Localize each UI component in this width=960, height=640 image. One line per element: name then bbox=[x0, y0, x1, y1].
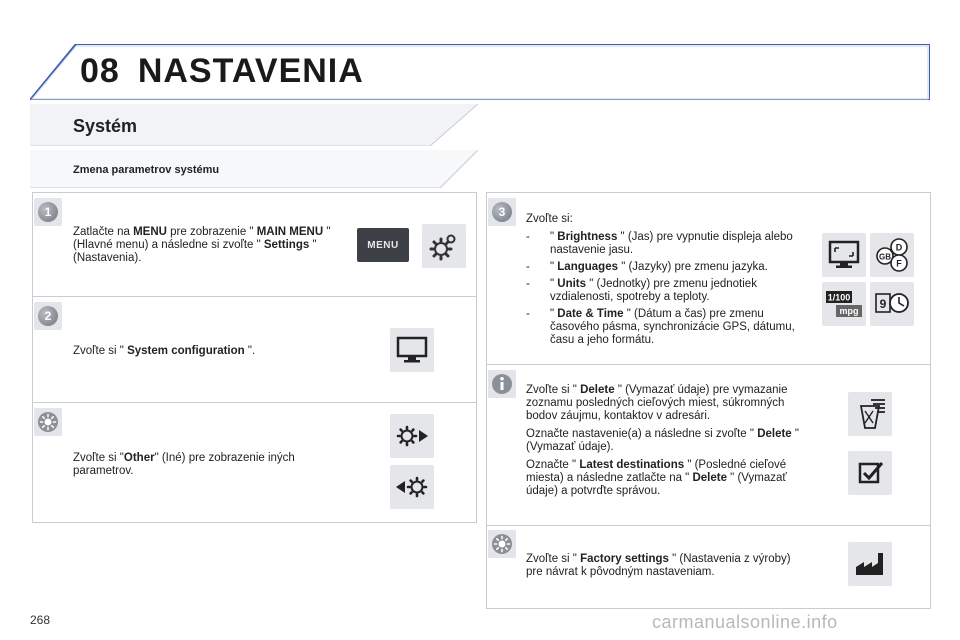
delete-para-2 bbox=[526, 428, 806, 454]
lang-d-label: D bbox=[895, 242, 903, 253]
option-brightness-desc: " (Jas) pre vypnutie displeja alebo nastavenie jasu. bbox=[550, 231, 793, 256]
option-units-keyword: Units bbox=[557, 278, 587, 290]
delete-instructions bbox=[526, 384, 806, 498]
settings-back-icon bbox=[390, 465, 434, 509]
tip-marker bbox=[34, 408, 62, 436]
svg-text:9: 9 bbox=[879, 297, 887, 311]
info-icon bbox=[491, 373, 513, 395]
left-divider-1 bbox=[32, 296, 476, 297]
chapter-name: NASTAVENIA bbox=[137, 52, 364, 90]
factory-text-a: Zvoľte si " bbox=[526, 553, 581, 565]
factory-settings-text bbox=[526, 553, 806, 579]
step-3-intro: Zvoľte si: bbox=[526, 213, 573, 225]
factory-settings-keyword: Factory settings bbox=[580, 553, 669, 565]
option-units-pre: " bbox=[550, 278, 558, 290]
delete-para-3 bbox=[526, 459, 806, 498]
right-divider-1 bbox=[486, 364, 930, 365]
option-brightness bbox=[526, 231, 800, 257]
units-label-1: 1/100 bbox=[827, 292, 851, 303]
delete-para-2-a: Označte nastavenie(a) a následne si zvoľte " bbox=[526, 428, 758, 440]
option-languages-keyword: Languages bbox=[557, 261, 618, 273]
main-menu-keyword: MAIN MENU bbox=[256, 226, 324, 238]
units-label-2: mpg bbox=[839, 306, 859, 316]
step-1-number: 1 bbox=[38, 202, 58, 222]
menu-button-icon: MENU bbox=[357, 228, 409, 262]
option-brightness-keyword: Brightness bbox=[557, 231, 618, 243]
page-number: 268 bbox=[30, 613, 51, 627]
date-time-icon bbox=[870, 282, 914, 326]
chapter-title bbox=[80, 52, 382, 91]
delete-para-3-c: " (Vymazať údaje) a potvrďte správou. bbox=[526, 472, 787, 497]
right-divider-2 bbox=[486, 525, 930, 526]
brightness-icon bbox=[822, 233, 866, 277]
lang-f-label: F bbox=[896, 258, 902, 269]
languages-icon bbox=[870, 233, 914, 277]
units-icon bbox=[822, 282, 866, 326]
delete-para-2-b: " (Vymazať údaje). bbox=[526, 428, 799, 453]
settings-gear-icon bbox=[422, 224, 466, 268]
option-units-desc: " (Jednotky) pre zmenu jednotiek vzdialenosti, spotreby a teploty. bbox=[550, 278, 757, 303]
option-units bbox=[526, 278, 800, 304]
other-text-a: Zvoľte si " bbox=[73, 452, 124, 464]
other-text bbox=[73, 452, 343, 478]
option-date-time-keyword: Date & Time bbox=[557, 308, 624, 320]
step-3-text bbox=[526, 213, 800, 351]
left-divider-2 bbox=[32, 402, 476, 403]
delete-para-3-b: " (Posledné cieľové miesta) a následne zatlačte na " bbox=[526, 459, 787, 484]
option-languages-desc: " (Jazyky) pre zmenu jazyka. bbox=[618, 261, 768, 273]
monitor-icon bbox=[390, 328, 434, 372]
settings-keyword: Settings bbox=[263, 239, 310, 251]
chapter-number: 08 bbox=[80, 52, 120, 90]
option-languages-pre: " bbox=[550, 261, 558, 273]
step-1-text-c: " (Hlavné menu) a následne si zvoľte " bbox=[73, 226, 331, 251]
step-1-marker bbox=[34, 198, 62, 226]
option-date-time bbox=[526, 308, 800, 347]
settings-option-list bbox=[526, 231, 800, 347]
delete-para-3-a: Označte " bbox=[526, 459, 580, 471]
lang-gb-label: GB bbox=[879, 252, 891, 262]
step-1-text-d: " (Nastavenia). bbox=[73, 239, 317, 264]
delete-para-1-a: Zvoľte si " bbox=[526, 384, 581, 396]
subsection-title: Zmena parametrov systému bbox=[73, 164, 220, 176]
other-text-b: " (Iné) pre zobrazenie iných parametrov. bbox=[73, 452, 295, 477]
section-title: Systém bbox=[73, 116, 138, 136]
info-marker bbox=[488, 370, 516, 398]
step-1-text bbox=[73, 226, 345, 265]
step-2-text bbox=[73, 345, 373, 358]
settings-next-icon bbox=[390, 414, 434, 458]
delete-keyword-3: Delete bbox=[692, 472, 727, 484]
option-date-time-desc: " (Dátum a čas) pre zmenu časového pásma, synchronizácie GPS, dátumu, času a jeho formátu. bbox=[550, 308, 795, 346]
option-brightness-pre: " bbox=[550, 231, 558, 243]
system-configuration-keyword: System configuration bbox=[127, 345, 245, 357]
option-date-time-pre: " bbox=[550, 308, 558, 320]
step-1-text-b: pre zobrazenie " bbox=[166, 226, 257, 238]
step-2-text-b: ". bbox=[244, 345, 256, 357]
step-3-marker bbox=[488, 198, 516, 226]
other-keyword: Other bbox=[123, 452, 155, 464]
option-languages bbox=[526, 261, 800, 274]
delete-para-1-b: " (Vymazať údaje) pre vymazanie zoznamu posledných cieľových miest, súkromných bodov záujmu, kontaktov v adresári. bbox=[526, 384, 788, 422]
menu-keyword: MENU bbox=[133, 226, 167, 238]
delete-list-icon bbox=[848, 392, 892, 436]
delete-para-1 bbox=[526, 384, 806, 423]
step-2-marker bbox=[34, 302, 62, 330]
step-1-text-a: Zatlačte na bbox=[73, 226, 134, 238]
step-2-text-a: Zvoľte si " bbox=[73, 345, 128, 357]
tip-icon bbox=[37, 411, 59, 433]
delete-keyword-1: Delete bbox=[580, 384, 615, 396]
factory-tip-icon bbox=[491, 533, 513, 555]
factory-text-b: " (Nastavenia z výroby) pre návrat k pôvodným nastaveniam. bbox=[526, 553, 791, 578]
step-2-number: 2 bbox=[38, 306, 58, 326]
watermark: carmanualsonline.info bbox=[652, 612, 838, 632]
latest-destinations-keyword: Latest destinations bbox=[579, 459, 685, 471]
checkbox-icon bbox=[848, 451, 892, 495]
step-3-number: 3 bbox=[492, 202, 512, 222]
factory-tip-marker bbox=[488, 530, 516, 558]
delete-keyword-2: Delete bbox=[757, 428, 792, 440]
factory-icon bbox=[848, 542, 892, 586]
